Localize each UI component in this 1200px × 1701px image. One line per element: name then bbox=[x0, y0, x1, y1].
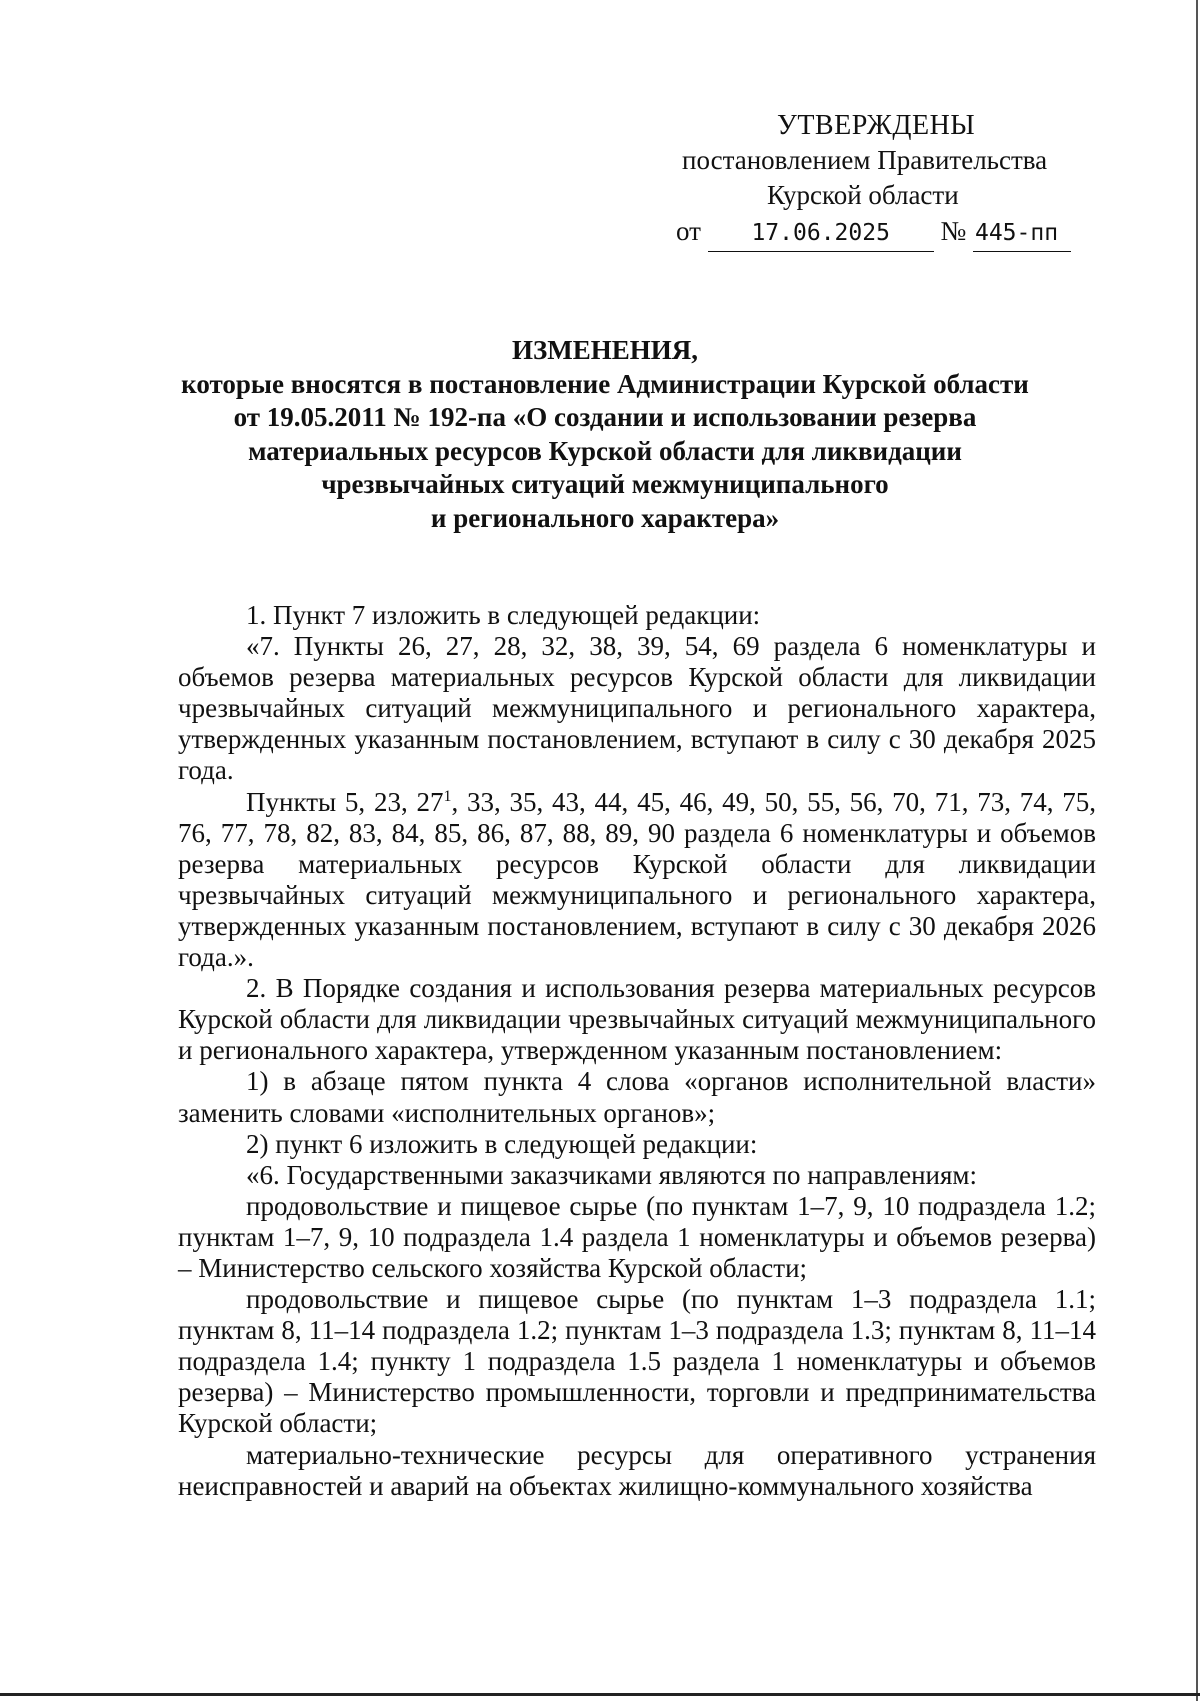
approval-region: Курской области bbox=[767, 180, 959, 210]
paragraph-8: продовольствие и пищевое сырье (по пунктам 1–7, 9, 10 подраздела 1.2; пунктам 1–7, 9, 10 подраздела 1.4 раздела 1 номенклатуры и объемов резерва) – Министерство сельского хозяйства Курской области; bbox=[178, 1190, 1096, 1283]
heading-line-4: материальных ресурсов Курской области для ликвидации bbox=[248, 435, 962, 466]
heading-title: ИЗМЕНЕНИЯ, bbox=[511, 335, 698, 365]
paragraph-1: 1. Пункт 7 изложить в следующей редакции: bbox=[246, 600, 761, 630]
heading-line-3: от 19.05.2011 № 192-па «О создании и использовании резерва bbox=[233, 402, 977, 432]
document-heading bbox=[150, 334, 1060, 535]
approval-date-number bbox=[676, 214, 1071, 252]
approval-title: УТВЕРЖДЕНЫ bbox=[777, 110, 976, 141]
approval-date: 17.06.2025 bbox=[708, 216, 934, 252]
approval-issuer: постановлением Правительства bbox=[682, 145, 1048, 175]
superscript: 1 bbox=[443, 787, 452, 805]
number-prefix: № bbox=[940, 216, 967, 246]
paragraph-5: 1) в абзаце пятом пункта 4 слова «органов исполнительной власти» заменить словами «исполнительных органов»; bbox=[178, 1066, 1096, 1128]
paragraph-3-start: Пункты 5, 23, 27 bbox=[246, 786, 444, 817]
approval-number: 445-пп bbox=[973, 216, 1071, 252]
heading-line-2: которые вносятся в постановление Администрации Курской области bbox=[181, 368, 1029, 399]
paragraph-3 bbox=[178, 787, 1096, 974]
page-edge-right bbox=[1196, 0, 1198, 1701]
paragraph-3-end: , 33, 35, 43, 44, 45, 46, 49, 50, 55, 56, 70, 71, 73, 74, 75, 76, 77, 78, 82, 83, 84, 85, 86, 87, 88, 89, 90 раздела 6 номенклатуры и объемов резерва материальных ресурсов Курской области для ликвидации чрезвычайных ситуаций межмуниципального и регионального характера, утвержденных указанным постановлением, вступают в силу с 30 декабря 2026 года.». bbox=[178, 786, 1097, 973]
paragraph-7: «6. Государственными заказчиками являются по направлениям: bbox=[246, 1159, 977, 1190]
heading-line-5: чрезвычайных ситуаций межмуниципального bbox=[321, 469, 889, 499]
paragraph-2: «7. Пункты 26, 27, 28, 32, 38, 39, 54, 69 раздела 6 номенклатуры и объемов резерва материальных ресурсов Курской области для ликвидации чрезвычайных ситуаций межмуниципального и регионального характера, утвержденных указанным постановлением, вступают в силу с 30 декабря 2025 года. bbox=[178, 631, 1096, 786]
heading-line-6: и регионального характера» bbox=[430, 502, 780, 533]
date-prefix: от bbox=[676, 216, 701, 246]
paragraph-4: 2. В Порядке создания и использования резерва материальных ресурсов Курской области для ликвидации чрезвычайных ситуаций межмуниципального и регионального характера, утвержденном указанным постановлением: bbox=[178, 973, 1096, 1066]
page-edge-bottom bbox=[0, 1693, 1200, 1696]
paragraph-10: материально-технические ресурсы для оперативного устранения неисправностей и аварий на объектах жилищно-коммунального хозяйства bbox=[178, 1439, 1096, 1501]
paragraph-9: продовольствие и пищевое сырье (по пунктам 1–3 подраздела 1.1; пунктам 8, 11–14 подраздела 1.2; пунктам 1–3 подраздела 1.3; пунктам 8, 11–14 подраздела 1.4; пункту 1 подраздела 1.5 раздела 1 номенклатуры и объемов резерва) – Министерство промышленности, торговли и предпринимательства Курской области; bbox=[178, 1284, 1096, 1439]
paragraph-6: 2) пункт 6 изложить в следующей редакции: bbox=[246, 1128, 758, 1159]
document-body bbox=[178, 600, 1096, 1502]
